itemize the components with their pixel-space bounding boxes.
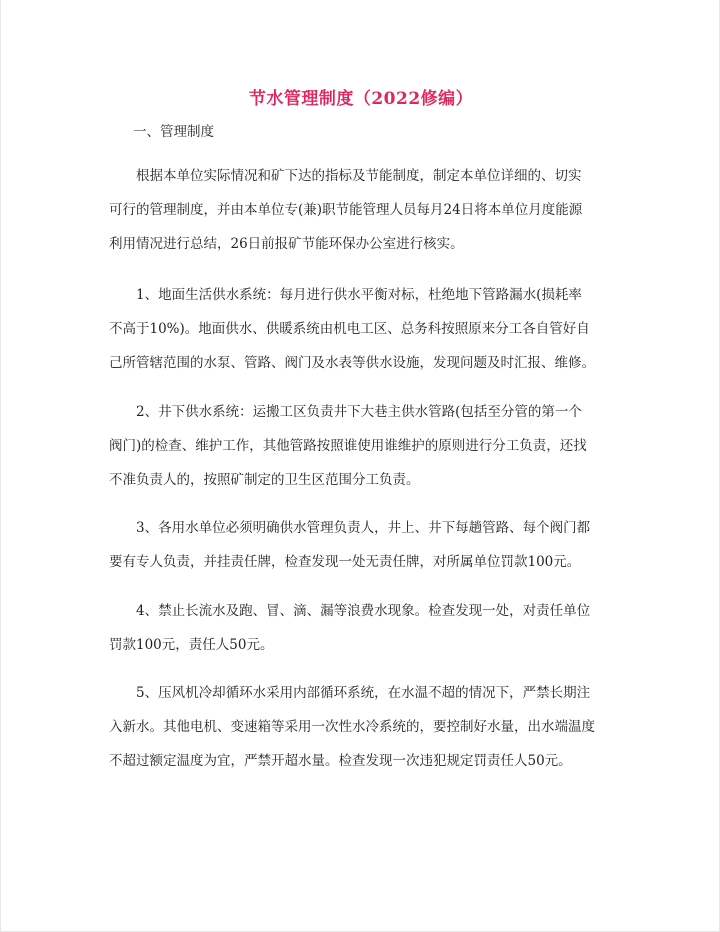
paragraph-line: 不超过额定温度为宜，严禁开超水量。检查发现一次违犯规定罚责任人50元。	[109, 753, 572, 769]
paragraph-line: 罚款100元，责任人50元。	[109, 637, 274, 653]
paragraph-line: 根据本单位实际情况和矿下达的指标及节能制度，制定本单位详细的、切实	[136, 168, 582, 184]
section-heading: 一、管理制度	[133, 124, 214, 140]
paragraph-intro	[109, 166, 629, 268]
paragraph-line: 4、禁止长流水及跑、冒、滴、漏等浪费水现象。检查发现一处，对责任单位	[136, 603, 591, 619]
paragraph-line: 可行的管理制度，并由本单位专(兼)职节能管理人员每月24日将本单位月度能源	[109, 202, 583, 218]
paragraph-line: 1、地面生活供水系统：每月进行供水平衡对标，杜绝地下管路漏水(损耗率	[136, 287, 582, 303]
paragraph-underground-water-supply	[109, 402, 629, 504]
paragraph-line: 5、压风机冷却循环水采用内部循环系统，在水温不超的情况下，严禁长期注	[136, 685, 591, 701]
paragraph-surface-water-supply	[109, 285, 629, 387]
paragraph-line: 入新水。其他电机、变速箱等采用一次性水冷系统的，要控制好水量，出水端温度	[109, 719, 595, 735]
paragraph-line: 3、各用水单位必须明确供水管理负责人，井上、井下每趟管路、每个阀门都	[136, 520, 591, 536]
document-title: 节水管理制度（2022修编）	[248, 89, 474, 109]
paragraph-line: 不高于10%)。地面供水、供暖系统由机电工区、总务科按照原来分工各自管好自	[109, 321, 590, 337]
paragraph-line: 利用情况进行总结，26日前报矿节能环保办公室进行核实。	[109, 236, 464, 252]
paragraph-line: 己所管辖范围的水泵、管路、阀门及水表等供水设施，发现问题及时汇报、维修。	[109, 355, 595, 371]
paragraph-responsibility	[109, 518, 629, 586]
paragraph-line: 2、井下供水系统：运搬工区负责井下大巷主供水管路(包括至分管的第一个	[136, 404, 582, 420]
paragraph-cooling-water	[109, 683, 629, 785]
paragraph-waste-prohibition	[109, 601, 629, 669]
paragraph-line: 要有专人负责，并挂责任牌，检查发现一处无责任牌，对所属单位罚款100元。	[109, 554, 581, 570]
paragraph-line: 阀门)的检查、维护工作，其他管路按照谁使用谁维护的原则进行分工负责，还找	[109, 438, 587, 454]
paragraph-line: 不准负责人的，按照矿制定的卫生区范围分工负责。	[109, 472, 420, 488]
